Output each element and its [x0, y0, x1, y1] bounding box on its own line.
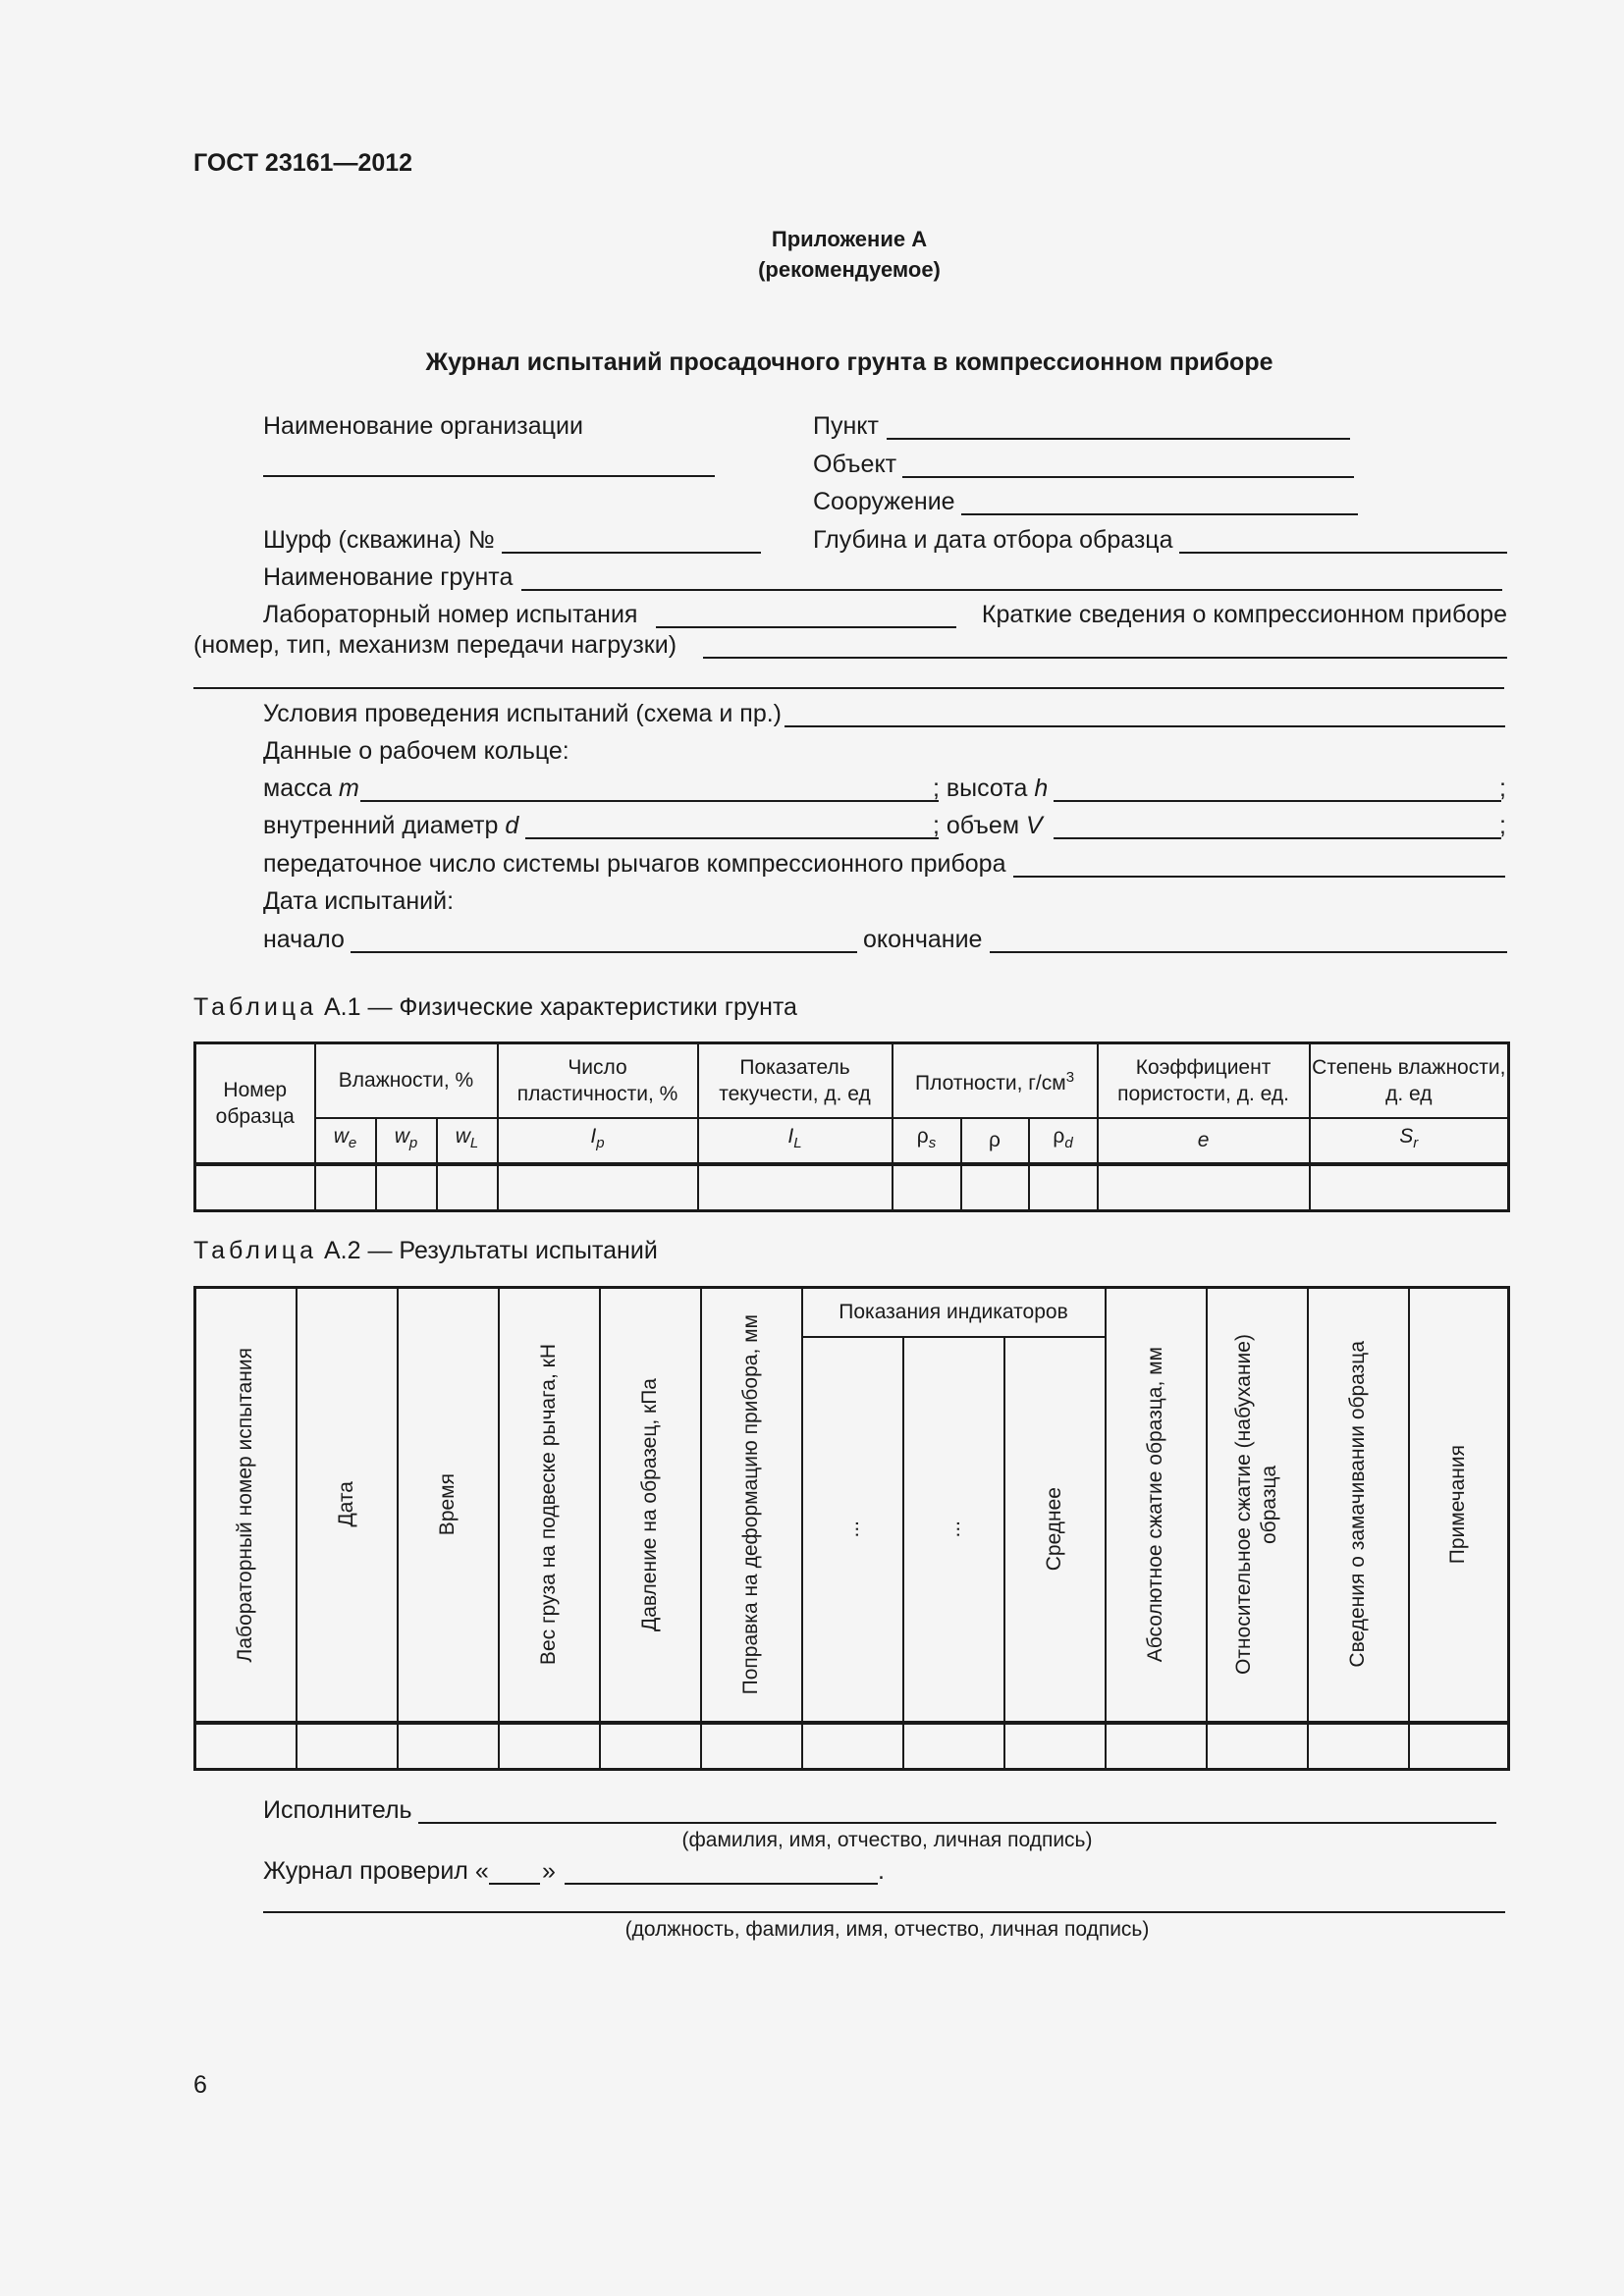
- executor-label: Исполнитель: [263, 1796, 412, 1824]
- table1-caption: Таблица А.1 — Физические характеристики грунта: [193, 993, 797, 1021]
- table-row: [195, 1164, 1509, 1211]
- header-fluidity: Показатель текучести, д. ед: [698, 1043, 893, 1118]
- table-row: [195, 1723, 1509, 1770]
- shurf-line: [502, 552, 761, 554]
- glubina-label: Глубина и дата отбора образца: [813, 526, 1173, 554]
- start-label: начало: [263, 926, 345, 953]
- height-label: ; высота h: [933, 774, 1049, 802]
- header-sample-no: Номер образца: [195, 1043, 315, 1164]
- checked-date-line: [565, 1883, 878, 1885]
- checked-day-line: [489, 1883, 540, 1885]
- header-indicators: Показания индикаторов: [802, 1288, 1106, 1337]
- mass-line: [360, 800, 939, 802]
- table-cell[interactable]: [903, 1723, 1004, 1770]
- glubina-line: [1179, 552, 1507, 554]
- symbol-we: $w_e$: [315, 1118, 376, 1164]
- grunt-name-line: [521, 589, 1502, 591]
- header-plasticity: Число пластичности, %: [498, 1043, 698, 1118]
- header-soaking: Сведения о замачивании образца: [1308, 1288, 1409, 1723]
- table-cell[interactable]: [437, 1164, 498, 1211]
- table-cell[interactable]: [1308, 1723, 1409, 1770]
- table-cell[interactable]: [1409, 1723, 1509, 1770]
- page-number: 6: [193, 2071, 207, 2099]
- header-indicator-1: ...: [802, 1337, 903, 1723]
- sooruzhenie-label: Сооружение: [813, 488, 955, 515]
- symbol-wl: $w_L$: [437, 1118, 498, 1164]
- lab-number-line: [656, 626, 956, 628]
- symbol-rho: ρ: [961, 1118, 1029, 1164]
- checked-position-line: [263, 1911, 1505, 1913]
- obekt-label: Объект: [813, 451, 897, 478]
- symbol-e: e: [1098, 1118, 1310, 1164]
- header-notes: Примечания: [1409, 1288, 1509, 1723]
- obekt-line: [902, 476, 1354, 478]
- conditions-label: Условия проведения испытаний (схема и пр.): [263, 700, 782, 727]
- table-cell[interactable]: [398, 1723, 499, 1770]
- symbol-ip: $I_p$: [498, 1118, 698, 1164]
- appendix-subtitle: (рекомендуемое): [758, 257, 941, 282]
- table-cell[interactable]: [498, 1164, 698, 1211]
- table-cell[interactable]: [297, 1723, 398, 1770]
- device-info-line-2: [193, 687, 1504, 689]
- device-info-label: Краткие сведения о компрессионном приборе: [981, 601, 1507, 628]
- height-semicolon: ;: [1499, 774, 1506, 802]
- header-porosity: Коэффициент пористости, д. ед.: [1098, 1043, 1310, 1118]
- symbol-rho-d: $\rho_d$: [1029, 1118, 1098, 1164]
- header-rel-compression: Относительное сжатие (набухание) образца: [1207, 1288, 1308, 1723]
- header-weight: Вес груза на подвеске рычага, кН: [499, 1288, 600, 1723]
- checked-end: .: [878, 1857, 885, 1885]
- symbol-wp: $w_p$: [376, 1118, 437, 1164]
- table-cell[interactable]: [1098, 1164, 1310, 1211]
- org-name-line: [263, 475, 715, 477]
- lab-number-label: Лабораторный номер испытания: [263, 601, 638, 628]
- end-label: окончание: [863, 926, 983, 953]
- end-line: [990, 951, 1507, 953]
- diameter-label: внутренний диаметр d: [263, 812, 519, 839]
- volume-semicolon: ;: [1499, 812, 1506, 839]
- symbol-il: $I_L$: [698, 1118, 893, 1164]
- table-cell[interactable]: [802, 1723, 903, 1770]
- header-saturation: Степень влажности, д. ед: [1310, 1043, 1509, 1118]
- table-cell[interactable]: [961, 1164, 1029, 1211]
- diameter-line: [525, 837, 939, 839]
- header-pressure: Давление на образец, кПа: [600, 1288, 701, 1723]
- table-cell[interactable]: [376, 1164, 437, 1211]
- gear-ratio-line: [1013, 876, 1505, 878]
- header-time: Время: [398, 1288, 499, 1723]
- table-cell[interactable]: [195, 1164, 315, 1211]
- header-correction: Поправка на деформацию прибора, мм: [701, 1288, 802, 1723]
- height-line: [1054, 800, 1501, 802]
- test-date-label: Дата испытаний:: [263, 887, 455, 915]
- table-cell[interactable]: [701, 1723, 802, 1770]
- header-average: Среднее: [1004, 1337, 1106, 1723]
- org-name-label: Наименование организации: [263, 412, 583, 440]
- table-cell[interactable]: [893, 1164, 961, 1211]
- header-lab-no: Лабораторный номер испытания: [195, 1288, 297, 1723]
- header-abs-compression: Абсолютное сжатие образца, мм: [1106, 1288, 1207, 1723]
- table-cell[interactable]: [1029, 1164, 1098, 1211]
- table2-caption: Таблица А.2 — Результаты испытаний: [193, 1237, 658, 1264]
- start-line: [351, 951, 857, 953]
- appendix-title: Приложение А: [771, 227, 928, 251]
- table-cell[interactable]: [1004, 1723, 1106, 1770]
- document-title: Журнал испытаний просадочного грунта в компрессионном приборе: [425, 348, 1273, 376]
- table-cell[interactable]: [195, 1723, 297, 1770]
- standard-header: ГОСТ 23161—2012: [193, 149, 413, 177]
- table-cell[interactable]: [600, 1723, 701, 1770]
- table-cell[interactable]: [315, 1164, 376, 1211]
- sooruzhenie-line: [961, 513, 1358, 515]
- gear-ratio-label: передаточное число системы рычагов компрессионного прибора: [263, 850, 1006, 878]
- table-cell[interactable]: [1310, 1164, 1509, 1211]
- header-moisture: Влажности, %: [315, 1043, 498, 1118]
- table-cell[interactable]: [499, 1723, 600, 1770]
- checked-label: Журнал проверил «: [263, 1857, 489, 1885]
- executor-line: [418, 1822, 1496, 1824]
- table-cell[interactable]: [698, 1164, 893, 1211]
- volume-label: ; объем V: [933, 812, 1043, 839]
- device-info-label-2: (номер, тип, механизм передачи нагрузки): [193, 631, 677, 659]
- punkt-line: [887, 438, 1350, 440]
- table-test-results: [193, 1286, 1510, 1771]
- header-indicator-2: ...: [903, 1337, 1004, 1723]
- checked-hint: (должность, фамилия, имя, отчество, личная подпись): [624, 1918, 1150, 1941]
- shurf-label: Шурф (скважина) №: [263, 526, 495, 554]
- volume-line: [1054, 837, 1501, 839]
- header-date: Дата: [297, 1288, 398, 1723]
- symbol-rho-s: $\rho_s$: [893, 1118, 961, 1164]
- table-physical-properties: [193, 1041, 1510, 1212]
- punkt-label: Пункт: [813, 412, 879, 440]
- checked-close: »: [542, 1857, 556, 1885]
- device-info-line: [703, 657, 1507, 659]
- table-cell[interactable]: [1106, 1723, 1207, 1770]
- header-density: Плотности, $г/см^3$: [893, 1043, 1098, 1118]
- symbol-sr: $S_r$: [1310, 1118, 1509, 1164]
- mass-label: масса m: [263, 774, 359, 802]
- grunt-name-label: Наименование грунта: [263, 563, 514, 591]
- executor-hint: (фамилия, имя, отчество, личная подпись): [681, 1829, 1093, 1851]
- conditions-line: [785, 725, 1505, 727]
- table-cell[interactable]: [1207, 1723, 1308, 1770]
- ring-data-label: Данные о рабочем кольце:: [263, 737, 569, 765]
